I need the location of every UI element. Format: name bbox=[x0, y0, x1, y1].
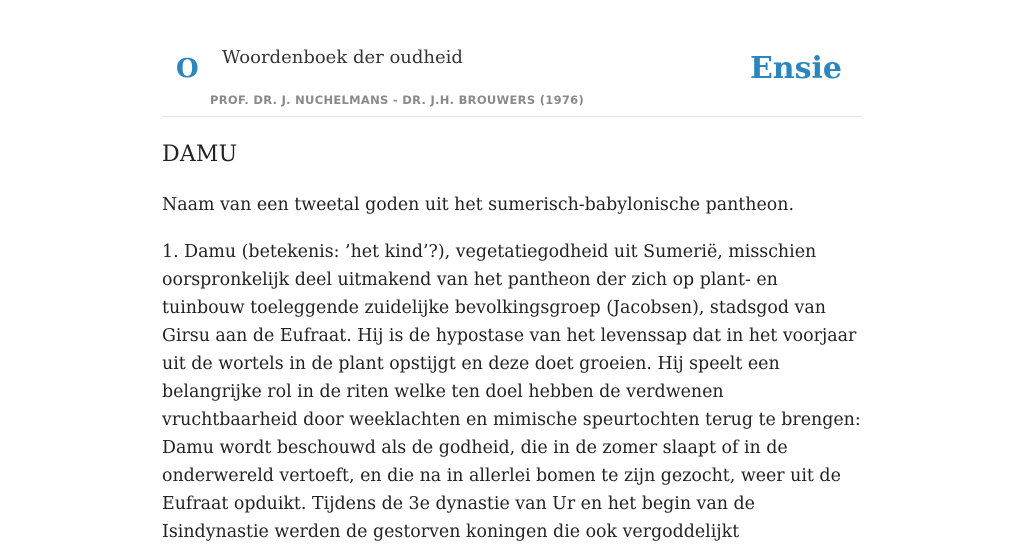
entry-paragraph: 1. Damu (betekenis: ’het kind’?), vegetatiegodheid uit Sumerië, misschien oorspronkelijk deel uitmakend van het pantheon der zich op plant- en tuinbouw toeleggende zuidelijke bevolkingsgroep (Jacobsen), stadsgod van Girsu aan de Eufraat. Hij is de hypostase van het levenssap dat in het voorjaar uit de wortels in de plant opstijgt en deze doet groeien. Hij speelt een belangrijke rol in de riten welke ten doel hebben de verdwenen vruchtbaarheid door weeklachten en mimische speurtochten terug te brengen: Damu wordt beschouwd als de godheid, die in de zomer slaapt of in de onderwereld vertoeft, en die na in allerlei bomen te zijn gezocht, weer uit de Eufraat opduikt. Tijdens de 3e dynastie van Ur en het begin van de Isindynastie werden de gestorven koningen die ook vergoddelijkt bbox=[162, 242, 861, 542]
entry-title: DAMU bbox=[162, 142, 238, 167]
ensie-logo-link[interactable]: Ensie bbox=[749, 51, 842, 86]
site-header bbox=[162, 0, 862, 117]
letter-index[interactable]: O bbox=[176, 54, 199, 84]
book-title-link[interactable]: Woordenboek der oudheid bbox=[222, 47, 463, 68]
entry-content bbox=[162, 136, 862, 546]
book-authors: PROF. DR. J. NUCHELMANS - DR. J.H. BROUWERS (1976) bbox=[210, 93, 585, 107]
entry-paragraph: Naam van een tweetal goden uit het sumerisch-babylonische pantheon. bbox=[162, 195, 794, 215]
